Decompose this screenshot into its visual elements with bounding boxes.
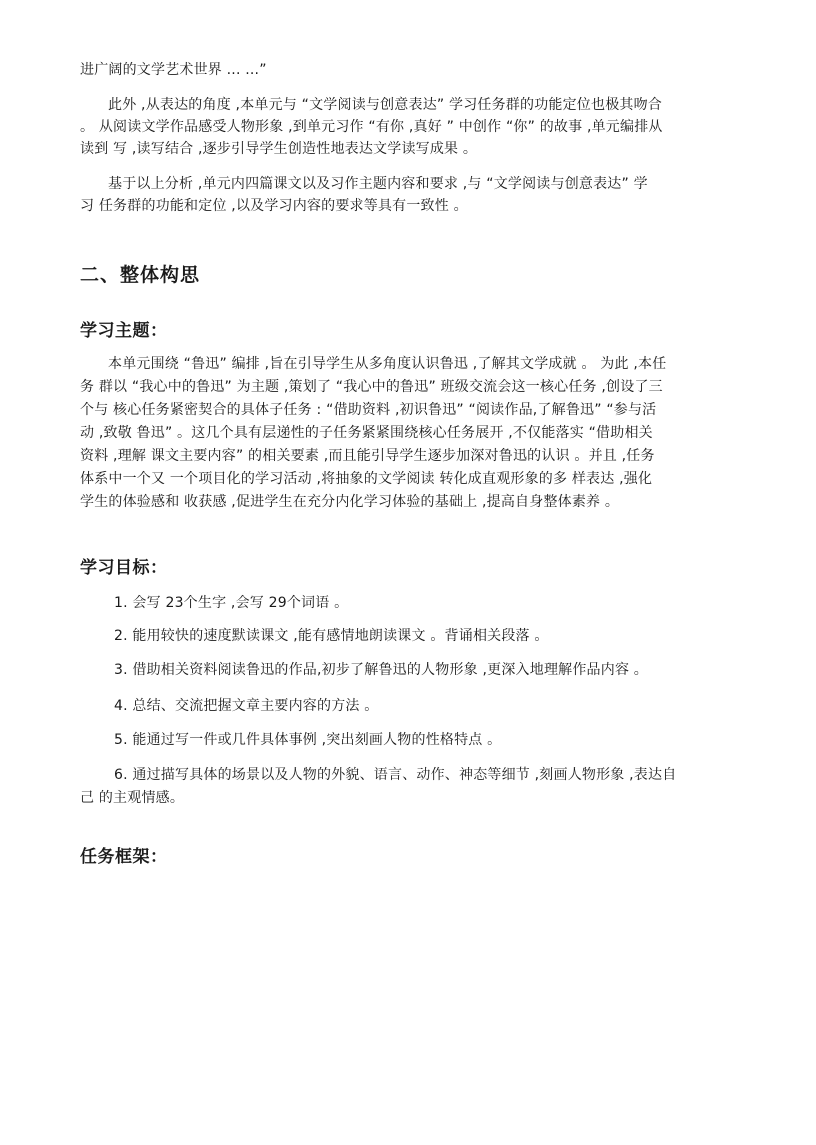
intro-p2-line-2: 习 任务群的功能和定位 ,以及学习内容的要求等具有一致性 。 — [80, 198, 468, 214]
goals-heading: 学习目标： — [80, 558, 168, 578]
theme-line-2: 务 群以 “我心中的鲁迅” 为主题 ,策划了 “我心中的鲁迅” 班级交流会这一核心任务 ,创设了三 — [80, 379, 663, 395]
framework-heading: 任务框架： — [80, 847, 168, 867]
intro-p1-line-2: 。 从阅读文学作品感受人物形象 ,到单元习作 “有你 ,真好 ” 中创作 “你” 的故事 ,单元编排从 — [80, 119, 663, 135]
intro-p2-line-1: 基于以上分析 ,单元内四篇课文以及习作主题内容和要求 ,与 “文学阅读与创意表达” 学 — [108, 176, 648, 192]
theme-heading: 学习主题： — [80, 321, 168, 341]
goal-item-6-line-1: 6. 通过描写具体的场景以及人物的外貌、语言、动作、神态等细节 ,刻画人物形象 ,表达自 — [114, 767, 677, 783]
intro-p1-line-1: 此外 ,从表达的角度 ,本单元与 “文学阅读与创意表达” 学习任务群的功能定位也极其吻合 — [108, 97, 663, 113]
theme-line-1: 本单元围绕 “鲁迅” 编排 ,旨在引导学生从多角度认识鲁迅 ,了解其文学成就 。 为此 ,本任 — [108, 356, 667, 372]
theme-line-6: 体系中一个又 一个项目化的学习活动 ,将抽象的文学阅读 转化成直观形象的多 样表达 ,强化 — [80, 471, 653, 487]
goal-item-1: 1. 会写 23个生字 ,会写 29个词语 。 — [114, 595, 349, 611]
theme-line-3: 个与 核心任务紧密契合的具体子任务 : “借助资料 ,初识鲁迅” “阅读作品,了解鲁迅” “参与活 — [80, 402, 657, 418]
goal-item-6-line-2: 己 的主观情感。 — [80, 790, 185, 806]
intro-line-0: 进广阔的文学艺术世界 ... ...” — [80, 62, 267, 78]
theme-line-7: 学生的体验感和 收获感 ,促进学生在充分内化学习体验的基础上 ,提高自身整体素养 。 — [80, 494, 620, 510]
theme-line-5: 资料 ,理解 课文主要内容” 的相关要素 ,而且能引导学生逐步加深对鲁迅的认识 。并且 ,任务 — [80, 448, 655, 464]
goal-item-5: 5. 能通过写一件或几件具体事例 ,突出刻画人物的性格特点 。 — [114, 732, 502, 748]
goal-item-3: 3. 借助相关资料阅读鲁迅的作品,初步了解鲁迅的人物形象 ,更深入地理解作品内容 。 — [114, 662, 649, 678]
goal-item-4: 4. 总结、交流把握文章主要内容的方法 。 — [114, 698, 379, 714]
intro-p1-line-3: 读到 写 ,读写结合 ,逐步引导学生创造性地表达文学读写成果 。 — [80, 141, 478, 157]
section-heading-overall-concept: 二、整体构思 — [80, 264, 201, 286]
goal-item-2: 2. 能用较快的速度默读课文 ,能有感情地朗读课文 。背诵相关段落 。 — [114, 628, 549, 644]
theme-line-4: 动 ,致敬 鲁迅” 。这几个具有层递性的子任务紧紧围绕核心任务展开 ,不仅能落实 “借助相关 — [80, 425, 653, 441]
